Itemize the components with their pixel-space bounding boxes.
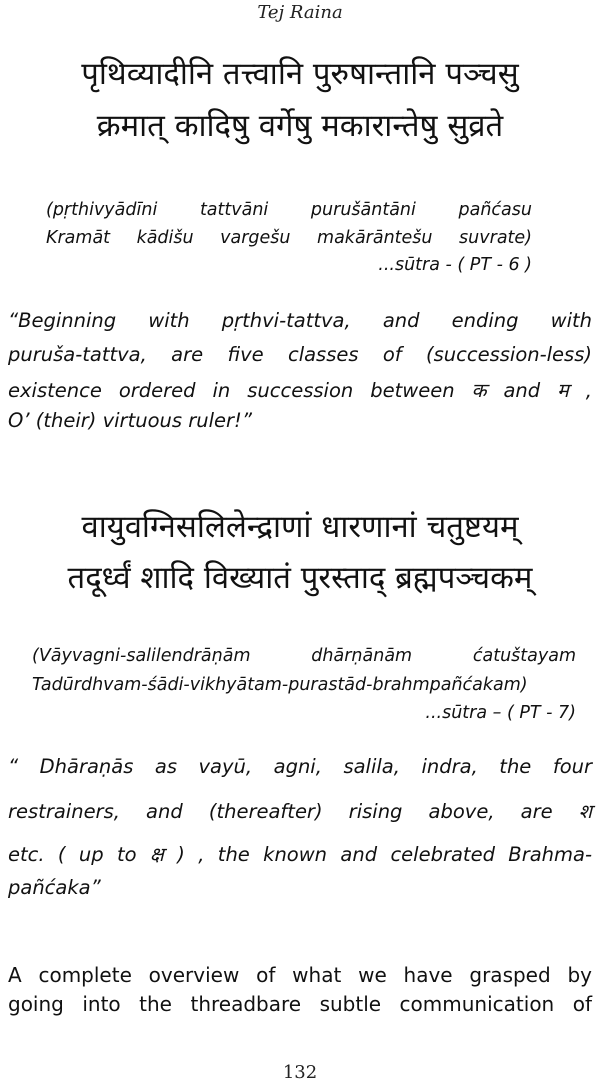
verse2-citation: ...sūtra – ( PT - 7) <box>425 703 576 723</box>
translation2-line-1: “ Dhāraṇās as vayū, agni, salila, indra, the four <box>8 755 592 778</box>
verse2-transliteration-line-1: (Vāyvagni-salilendrāṇām dhārṇānām ćatuštayam <box>32 646 576 666</box>
verse1-citation: ...sūtra - ( PT - 6 ) <box>378 255 532 275</box>
translation1-line-4: O’ (their) virtuous ruler!” <box>8 409 252 432</box>
translation1-line-2: puruša-tattva, are five classes of (succession-less) <box>8 343 592 366</box>
running-header: Tej Raina <box>257 2 343 23</box>
translation1-line-3: existence ordered in succession between क and म , <box>8 379 592 402</box>
paragraph-line-2: going into the threadbare subtle communication of <box>8 992 592 1016</box>
verse1-transliteration-line-2: Kramāt kādišu vargešu makārāntešu suvrate) <box>46 228 532 248</box>
verse1-devanagari-line-1: पृथिव्यादीनि तत्त्वानि पुरुषान्तानि पञ्चसु <box>81 56 519 92</box>
translation2-line-3: etc. ( up to क्ष ) , the known and celebrated Brahma- <box>8 843 592 866</box>
verse1-transliteration-line-1: (pṛthivyādīni tattvāni purušāntāni pañćasu <box>46 200 532 220</box>
translation2-line-2: restrainers, and (thereafter) rising above, are श <box>8 800 592 823</box>
verse1-devanagari-line-2: क्रमात् कादिषु वर्गेषु मकारान्तेषु सुव्रते <box>96 108 504 144</box>
paragraph-line-1: A complete overview of what we have grasped by <box>8 963 592 987</box>
verse2-transliteration-line-2: Tadūrdhvam-śādi-vikhyātam-purastād-brahmpañćakam) <box>32 675 528 695</box>
translation1-line-1: “Beginning with pṛthvi-tattva, and ending with <box>8 309 592 332</box>
verse2-devanagari-line-1: वायुवग्निसलिलेन्द्राणां धारणानां चतुष्टयम् <box>81 509 519 545</box>
translation2-line-4: pañćaka” <box>8 876 101 899</box>
page-number: 132 <box>282 1062 318 1083</box>
verse2-devanagari-line-2: तदूर्ध्वं शादि विख्यातं पुरस्ताद् ब्रह्मपञ्चकम् <box>67 560 533 596</box>
